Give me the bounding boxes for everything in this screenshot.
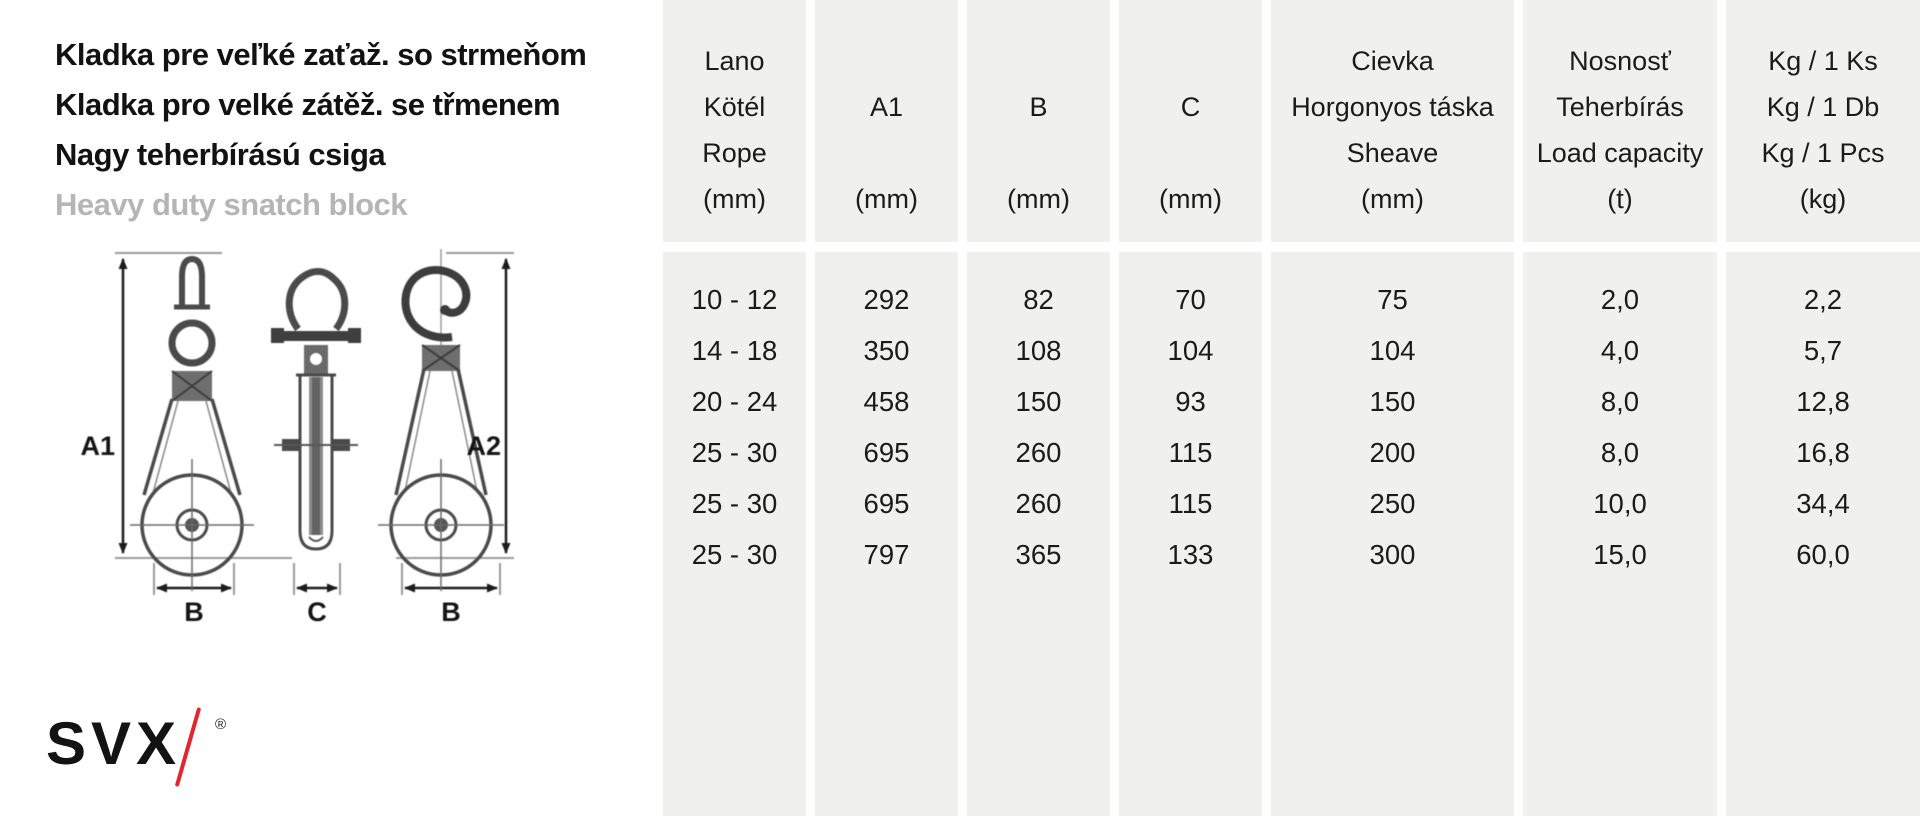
header-line — [1119, 130, 1262, 176]
spec-table — [663, 0, 1920, 816]
header-line — [967, 38, 1110, 84]
cell-value: 4,0 — [1600, 335, 1640, 366]
header-line: (t) — [1607, 184, 1633, 214]
cell-value: 82 — [1023, 284, 1054, 315]
column-a1-values — [815, 252, 958, 816]
header-a1 — [815, 0, 958, 242]
cell-value: 292 — [863, 284, 910, 315]
cell-value: 20 - 24 — [691, 386, 778, 417]
cell-value: 260 — [1015, 437, 1062, 468]
header-line: Teherbírás — [1556, 92, 1684, 122]
header-line: Lano — [704, 46, 765, 76]
cell-value: 14 - 18 — [691, 335, 778, 366]
cell-value: 797 — [863, 539, 910, 570]
cell-value: 260 — [1015, 488, 1062, 519]
cell-value: 60,0 — [1796, 539, 1850, 570]
column-weight-values — [1726, 252, 1920, 816]
cell-value: 5,7 — [1803, 335, 1843, 366]
cell-value: 300 — [1369, 539, 1416, 570]
header-line — [815, 130, 958, 176]
cell-value: 695 — [863, 437, 910, 468]
column-sheave-values — [1271, 252, 1514, 816]
svx-logo-text: SVX — [46, 710, 182, 777]
cell-value: 2,2 — [1803, 284, 1843, 315]
column-c-values — [1119, 252, 1262, 816]
view-side-shackle — [130, 259, 254, 591]
cell-value: 25 - 30 — [691, 539, 778, 570]
title-sk: Kladka pre veľké zaťaž. so strmeňom — [55, 37, 587, 72]
header-line: Cievka — [1351, 46, 1434, 76]
cell-value: 200 — [1369, 437, 1416, 468]
column-rope-values — [663, 252, 806, 816]
dim-label-b-right: B — [441, 597, 461, 627]
cell-value: 458 — [863, 386, 910, 417]
header-rope — [663, 0, 806, 242]
header-c — [1119, 0, 1262, 242]
header-line — [967, 130, 1110, 176]
header-line: Horgonyos táska — [1291, 92, 1494, 122]
cell-value: 12,8 — [1796, 386, 1850, 417]
cell-value: 10,0 — [1593, 488, 1647, 519]
cell-value: 8,0 — [1600, 437, 1640, 468]
title-en: Heavy duty snatch block — [55, 187, 408, 222]
product-titles — [55, 30, 586, 230]
header-line: (mm) — [1159, 184, 1222, 214]
header-line: B — [1029, 92, 1048, 122]
header-line: (kg) — [1799, 184, 1847, 214]
cell-value: 8,0 — [1600, 386, 1640, 417]
cell-value: 70 — [1175, 284, 1206, 315]
header-line — [1119, 38, 1262, 84]
cell-value: 365 — [1015, 539, 1062, 570]
header-line: Sheave — [1346, 138, 1439, 168]
dim-label-a2: A2 — [466, 431, 501, 461]
view-front-shackle — [271, 272, 361, 550]
cell-value: 25 - 30 — [691, 437, 778, 468]
header-line: Rope — [702, 138, 767, 168]
cell-value: 104 — [1369, 335, 1416, 366]
cell-value: 75 — [1377, 284, 1408, 315]
cell-value: 250 — [1369, 488, 1416, 519]
column-load-capacity-values — [1523, 252, 1717, 816]
cell-value: 115 — [1168, 488, 1213, 519]
cell-value: 350 — [863, 335, 910, 366]
header-line: (mm) — [703, 184, 766, 214]
cell-value: 108 — [1015, 335, 1062, 366]
title-hu: Nagy teherbírású csiga — [55, 137, 386, 172]
header-b — [967, 0, 1110, 242]
cell-value: 150 — [1369, 386, 1416, 417]
header-line: Load capacity — [1536, 138, 1704, 168]
header-line — [815, 38, 958, 84]
header-line: C — [1180, 92, 1201, 122]
header-line: A1 — [869, 92, 904, 122]
dim-label-b-left: B — [184, 597, 204, 627]
column-b-values — [967, 252, 1110, 816]
header-line: (mm) — [1007, 184, 1070, 214]
dim-label-c: C — [307, 597, 327, 627]
cell-value: 695 — [863, 488, 910, 519]
dim-label-a1: A1 — [80, 431, 115, 461]
title-cz: Kladka pro velké zátěž. se třmenem — [55, 87, 561, 122]
header-line: (mm) — [855, 184, 918, 214]
pulley-technical-drawing — [60, 243, 540, 643]
cell-value: 150 — [1015, 386, 1062, 417]
cell-value: 115 — [1168, 437, 1213, 468]
header-line: Kg / 1 Ks — [1768, 46, 1878, 76]
left-panel — [0, 0, 663, 816]
cell-value: 34,4 — [1796, 488, 1850, 519]
cell-value: 15,0 — [1593, 539, 1647, 570]
cell-value: 25 - 30 — [691, 488, 778, 519]
header-weight-per-piece — [1726, 0, 1920, 242]
header-line: Kötél — [703, 92, 766, 122]
svx-logo — [46, 710, 266, 804]
cell-value: 2,0 — [1600, 284, 1640, 315]
view-side-hook — [378, 249, 504, 591]
cell-value: 93 — [1175, 386, 1206, 417]
header-sheave — [1271, 0, 1514, 242]
cell-value: 104 — [1167, 335, 1214, 366]
header-load-capacity — [1523, 0, 1717, 242]
cell-value: 133 — [1167, 539, 1214, 570]
cell-value: 10 - 12 — [691, 284, 778, 315]
header-line: Kg / 1 Pcs — [1761, 138, 1885, 168]
registered-trademark-icon: ® — [215, 716, 227, 733]
header-line: Kg / 1 Db — [1766, 92, 1880, 122]
header-line: (mm) — [1361, 184, 1424, 214]
header-line: Nosnosť — [1569, 46, 1671, 76]
cell-value: 16,8 — [1796, 437, 1850, 468]
